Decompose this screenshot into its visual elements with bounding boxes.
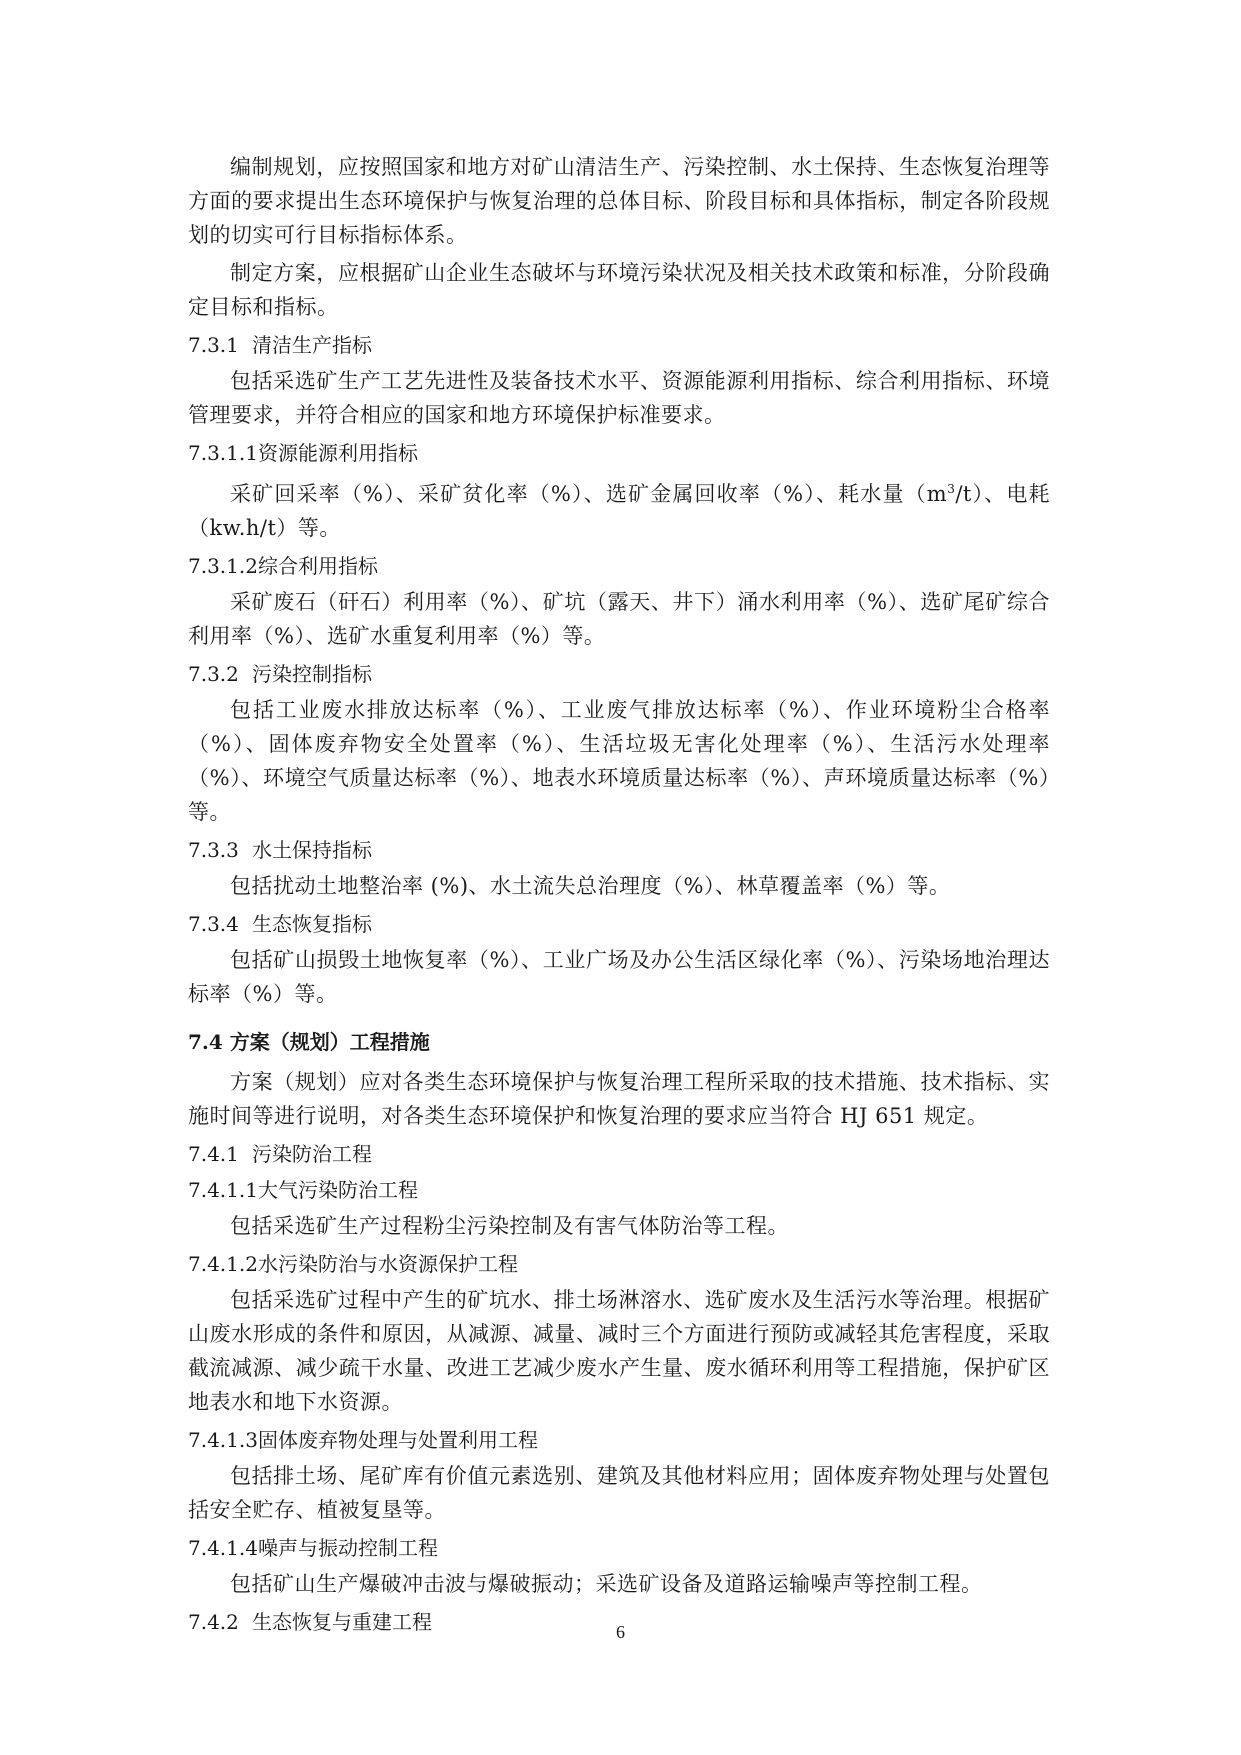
paragraph: 采矿废石（矸石）利用率（%）、矿坑（露天、井下）涌水利用率（%）、选矿尾矿综合利用率（%）、选矿水重复利用率（%）等。	[188, 590, 1050, 648]
paragraph: 包括扰动土地整治率 (%)、水土流失总治理度（%）、林草覆盖率（%）等。	[230, 874, 951, 898]
section-heading-7-3-2: 7.3.2 污染控制指标	[188, 662, 372, 686]
paragraph: 包括工业废水排放达标率（%）、工业废气排放达标率（%）、作业环境粉尘合格率（%）、固体废弃物安全处置率（%）、生活垃圾无害化处理率（%）、生活污水处理率（%）、环境空气质量达标率（%）、地表水环境质量达标率（%）、声环境质量达标率（%）等。	[188, 698, 1050, 824]
paragraph: 编制规划，应按照国家和地方对矿山清洁生产、污染控制、水土保持、生态恢复治理等方面的要求提出生态环境保护与恢复治理的总体目标、阶段目标和具体指标，制定各阶段规划的切实可行目标指标体系。	[188, 155, 1050, 247]
paragraph: 制定方案，应根据矿山企业生态破坏与环境污染状况及相关技术政策和标准，分阶段确定目标和指标。	[188, 261, 1050, 319]
paragraph: 方案（规划）应对各类生态环境保护与恢复治理工程所采取的技术措施、技术指标、实施时间等进行说明，对各类生态环境保护和恢复治理的要求应当符合 HJ 651 规定。	[188, 1070, 1050, 1128]
section-heading-7-4-1-2: 7.4.1.2水污染防治与水资源保护工程	[188, 1252, 518, 1276]
paragraph: 包括采选矿生产工艺先进性及装备技术水平、资源能源利用指标、综合利用指标、环境管理要求，并符合相应的国家和地方环境保护标准要求。	[188, 369, 1050, 427]
section-heading-7-4-1-3: 7.4.1.3固体废弃物处理与处置利用工程	[188, 1428, 538, 1452]
section-heading-7-4-2: 7.4.2 生态恢复与重建工程	[188, 1610, 432, 1634]
paragraph: 包括采选矿生产过程粉尘污染控制及有害气体防治等工程。	[230, 1214, 789, 1238]
page-number: 6	[616, 1622, 625, 1642]
section-heading-7-3-3: 7.3.3 水土保持指标	[188, 838, 372, 862]
section-heading-7-3-1-1: 7.3.1.1资源能源利用指标	[188, 441, 418, 465]
paragraph: 采矿回采率（%）、采矿贫化率（%）、选矿金属回收率（%）、耗水量$(m^3/t)$、电耗（kw.h/t）等。	[188, 482, 1050, 540]
section-heading-7-4-1-4: 7.4.1.4噪声与振动控制工程	[188, 1536, 438, 1560]
document-body	[188, 150, 1050, 1641]
section-heading-7-4-1-1: 7.4.1.1大气污染防治工程	[188, 1178, 418, 1202]
section-heading-7-4: 7.4 方案（规划）工程措施	[188, 1030, 430, 1054]
paragraph: 包括采选矿过程中产生的矿坑水、排土场淋溶水、选矿废水及生活污水等治理。根据矿山废水形成的条件和原因，从减源、减量、减时三个方面进行预防或减轻其危害程度，采取截流减源、减少疏干水量、改进工艺减少废水产生量、废水循环利用等工程措施，保护矿区地表水和地下水资源。	[188, 1288, 1050, 1414]
paragraph: 包括矿山损毁土地恢复率（%）、工业广场及办公生活区绿化率（%）、污染场地治理达标率（%）等。	[188, 948, 1050, 1006]
section-heading-7-3-1-2: 7.3.1.2综合利用指标	[188, 554, 378, 578]
paragraph: 包括排土场、尾矿库有价值元素选别、建筑及其他材料应用；固体废弃物处理与处置包括安全贮存、植被复垦等。	[188, 1464, 1050, 1522]
section-heading-7-4-1: 7.4.1 污染防治工程	[188, 1142, 372, 1166]
section-heading-7-3-1: 7.3.1 清洁生产指标	[188, 333, 372, 357]
paragraph: 包括矿山生产爆破冲击波与爆破振动；采选矿设备及道路运输噪声等控制工程。	[230, 1572, 983, 1596]
section-heading-7-3-4: 7.3.4 生态恢复指标	[188, 912, 372, 936]
